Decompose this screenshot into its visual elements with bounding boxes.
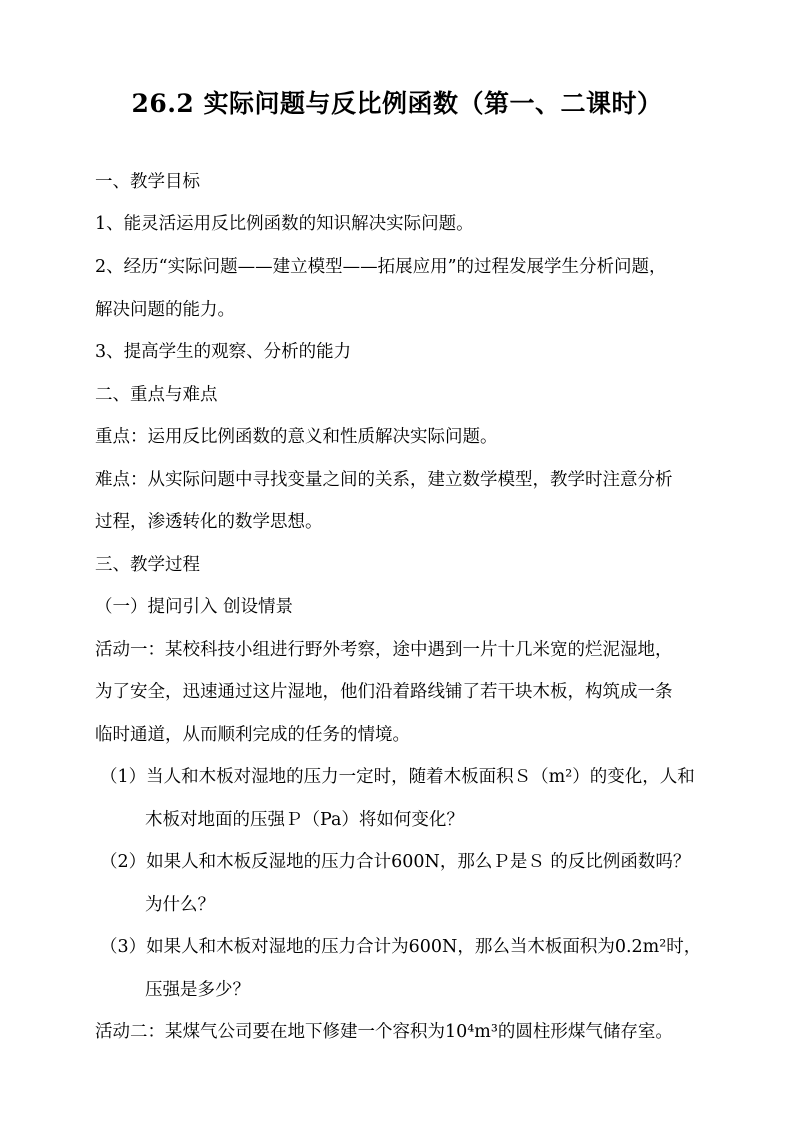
question-3-continued: 压强是多少？ <box>145 980 250 1000</box>
activity-2-line-1: 活动二：某煤气公司要在地下修建一个容积为10⁴m³的圆柱形煤气储存室。 <box>95 1022 673 1042</box>
objective-3: 3、提高学生的观察、分析的能力 <box>95 342 352 362</box>
document-title: 26.2 实际问题与反比例函数（第一、二课时） <box>131 89 663 118</box>
question-1-continued: 木板对地面的压强Ｐ（Pa）将如何变化？ <box>145 810 464 830</box>
difficult-point: 难点：从实际问题中寻找变量之间的关系，建立数学模型，教学时注意分析 <box>95 470 673 490</box>
subsection-heading-introduction: （一）提问引入 创设情景 <box>95 597 294 617</box>
question-2: （2）如果人和木板反湿地的压力合计600N，那么Ｐ是Ｓ 的反比例函数吗？ <box>100 852 691 872</box>
question-3: （3）如果人和木板对湿地的压力合计为600N，那么当木板面积为0.2m²时， <box>100 937 702 957</box>
section-heading-process: 三、教学过程 <box>95 555 200 575</box>
objective-2: 2、经历“实际问题——建立模型——拓展应用”的过程发展学生分析问题， <box>95 257 667 277</box>
objective-2-continued: 解决问题的能力。 <box>95 300 235 320</box>
difficult-point-continued: 过程，渗透转化的数学思想。 <box>95 512 323 532</box>
section-heading-key-points: 二、重点与难点 <box>95 385 218 405</box>
activity-1-line-3: 临时通道，从而顺利完成的任务的情境。 <box>95 725 410 745</box>
objective-1: 1、能灵活运用反比例函数的知识解决实际问题。 <box>95 214 474 234</box>
question-2-continued: 为什么？ <box>145 895 215 915</box>
question-1: （1）当人和木板对湿地的压力一定时，随着木板面积Ｓ（m²）的变化，人和 <box>100 767 695 787</box>
key-point: 重点：运用反比例函数的意义和性质解决实际问题。 <box>95 427 498 447</box>
activity-1-line-2: 为了安全，迅速通过这片湿地，他们沿着路线铺了若干块木板，构筑成一条 <box>95 682 673 702</box>
activity-1-line-1: 活动一：某校科技小组进行野外考察，途中遇到一片十几米宽的烂泥湿地， <box>95 640 673 660</box>
section-heading-objectives: 一、教学目标 <box>95 172 200 192</box>
